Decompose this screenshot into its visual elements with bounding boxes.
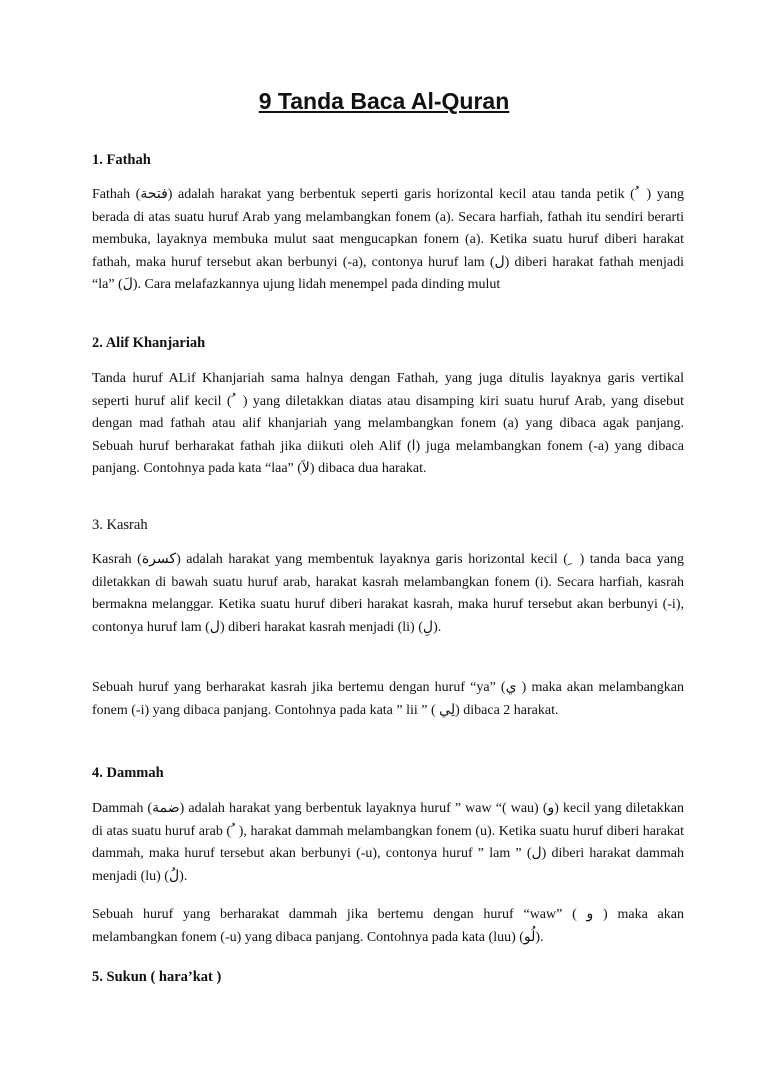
paragraph-dammah-2: Sebuah huruf yang berharakat dammah jika bertemu dengan huruf “waw” ( و ) maka akan melambangkan fonem (-u) yang dibaca panjang. Contohnya pada kata (luu) (لُو). — [92, 907, 684, 945]
paragraph-dammah-1: Dammah (ضمة) adalah harakat yang berbentuk layaknya huruf ” waw “( wau) (و) kecil yang diletakkan di atas suatu huruf arab ( ُ ), harakat dammah melambangkan fonem (u). Ketika suatu huruf diberi harakat dammah, maka huruf tersebut akan berbunyi (-u), contonya huruf ” lam ” (ل) diberi harakat dammah menjadi (lu) (لُ). — [92, 801, 685, 884]
paragraph-kasrah-1: Kasrah (كسرة) adalah harakat yang membentuk layaknya garis horizontal kecil ( ِ ) tanda baca yang diletakkan di bawah suatu huruf arab, harakat kasrah melambangkan fonem (i). Secara harfiah, kasrah bermakna melanggar. Ketika suatu huruf diberi harakat kasrah, maka huruf tersebut akan berbunyi (-i), contonya huruf lam (ل) diberi harakat kasrah menjadi (li) (لِ). — [92, 552, 684, 635]
paragraph-kasrah-2: Sebuah huruf yang berharakat kasrah jika bertemu dengan huruf “ya” (ي ) maka akan melambangkan fonem (-i) yang dibaca panjang. Contohnya pada kata ” lii ” ( لِي) dibaca 2 harakat. — [92, 680, 684, 718]
section-heading-alif-khanjariah: 2. Alif Khanjariah — [92, 335, 206, 351]
section-heading-kasrah: 3. Kasrah — [92, 517, 148, 533]
page-title: 9 Tanda Baca Al-Quran — [258, 88, 510, 114]
section-heading-dammah: 4. Dammah — [92, 765, 164, 781]
paragraph-alif-khanjariah: Tanda huruf ALif Khanjariah sama halnya dengan Fathah, yang juga ditulis layaknya garis vertikal seperti huruf alif kecil ( ُ ) yang diletakkan diatas atau disamping kiri suatu huruf Arab, yang disebut dengan mad fathah atau alif khanjariah yang melambangkan fonem (a) yang dibaca agak panjang. Sebuah huruf berharakat fathah jika diikuti oleh Alif (ا) juga melambangkan fonem (-a) yang dibaca panjang. Contohnya pada kata “laa” (لاَ) dibaca dua harakat. — [92, 371, 684, 476]
section-heading-sukun: 5. Sukun ( hara’kat ) — [92, 969, 222, 985]
section-heading-fathah: 1. Fathah — [92, 152, 151, 168]
paragraph-fathah: Fathah (فتحة) adalah harakat yang berbentuk seperti garis horizontal kecil atau tanda petik ( ُ ) yang berada di atas suatu huruf Arab yang melambangkan fonem (a). Secara harfiah, fathah itu sendiri berarti membuka, layaknya membuka mulut saat mengucapkan fonem (a). Ketika suatu huruf diberi harakat fathah, maka huruf tersebut akan berbunyi (-a), contonya huruf lam (ل) diberi harakat fathah menjadi “la” (لَ). Cara melafazkannya ujung lidah menempel pada dinding mulut — [92, 187, 684, 292]
